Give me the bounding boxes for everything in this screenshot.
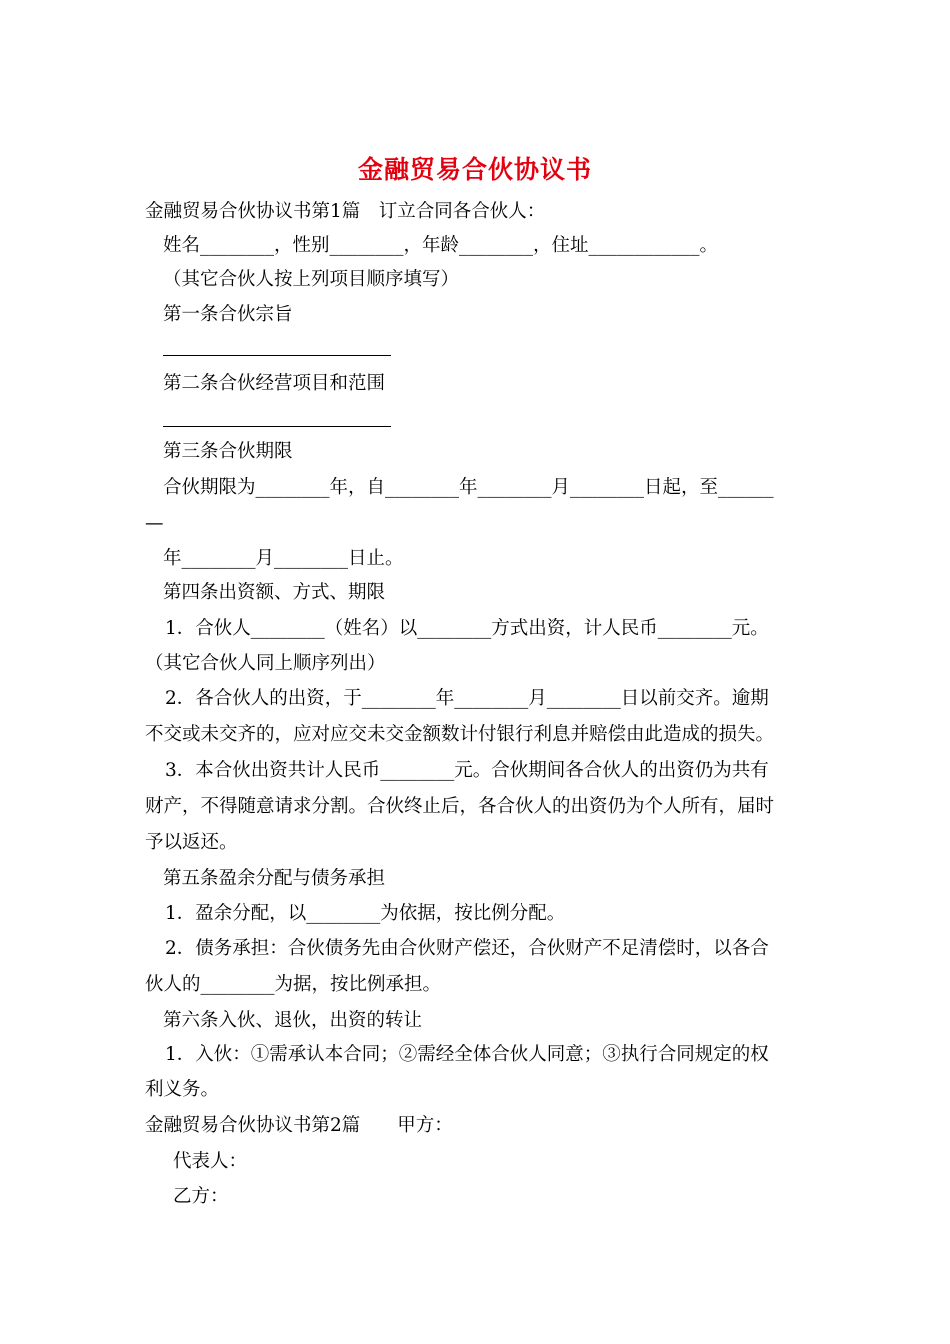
text-line: 2．各合伙人的出资，于________年________月________日以前交齐。逾期	[165, 688, 769, 709]
text-line: 1．盈余分配，以________为依据，按比例分配。	[165, 903, 566, 924]
text-line: 姓名________，性别________，年龄________，住址____________。	[163, 235, 719, 256]
text-line: 2．债务承担：合伙债务先由合伙财产偿还，合伙财产不足清偿时，以各合	[165, 938, 769, 959]
text-line: 年________月________日止。	[163, 548, 404, 569]
section-heading: 第三条合伙期限	[163, 441, 293, 462]
text-line: 财产，不得随意请求分割。合伙终止后，各合伙人的出资仍为个人所有，届时	[145, 796, 775, 817]
text-line: 乙方：	[173, 1186, 229, 1207]
text-line: 3．本合伙出资共计人民币________元。合伙期间各合伙人的出资仍为共有	[165, 760, 769, 781]
section-heading: 第四条出资额、方式、期限	[163, 582, 386, 603]
text-line: （其它合伙人按上列项目顺序填写）	[163, 269, 460, 290]
text-line: 不交或未交齐的，应对应交未交金额数计付银行利息并赔偿由此造成的损失。	[145, 724, 775, 745]
document-title: 金融贸易合伙协议书	[357, 155, 592, 184]
text-line: （其它合伙人同上顺序列出）	[145, 653, 386, 674]
section-heading: 第五条盈余分配与债务承担	[163, 868, 386, 889]
text-line: 1．入伙：①需承认本合同；②需经全体合伙人同意；③执行合同规定的权	[165, 1044, 769, 1065]
section-heading: 第一条合伙宗旨	[163, 304, 293, 325]
text-line: 予以返还。	[145, 832, 238, 853]
text-line: 代表人：	[173, 1151, 248, 1172]
blank-fill-line	[163, 355, 391, 356]
text-line: —	[145, 513, 164, 534]
text-line: 合伙期限为________年，自________年________月________日起，至______	[163, 477, 774, 498]
text-line: 金融贸易合伙协议书第2篇 甲方：	[145, 1115, 453, 1136]
text-line: 金融贸易合伙协议书第1篇 订立合同各合伙人：	[145, 201, 546, 222]
text-line: 1．合伙人________（姓名）以________方式出资，计人民币________元。	[165, 618, 769, 639]
section-heading: 第二条合伙经营项目和范围	[163, 373, 386, 394]
section-heading: 第六条入伙、退伙，出资的转让	[163, 1010, 423, 1031]
blank-fill-line	[163, 426, 391, 427]
text-line: 利义务。	[145, 1079, 220, 1100]
text-line: 伙人的________为据，按比例承担。	[145, 974, 442, 995]
